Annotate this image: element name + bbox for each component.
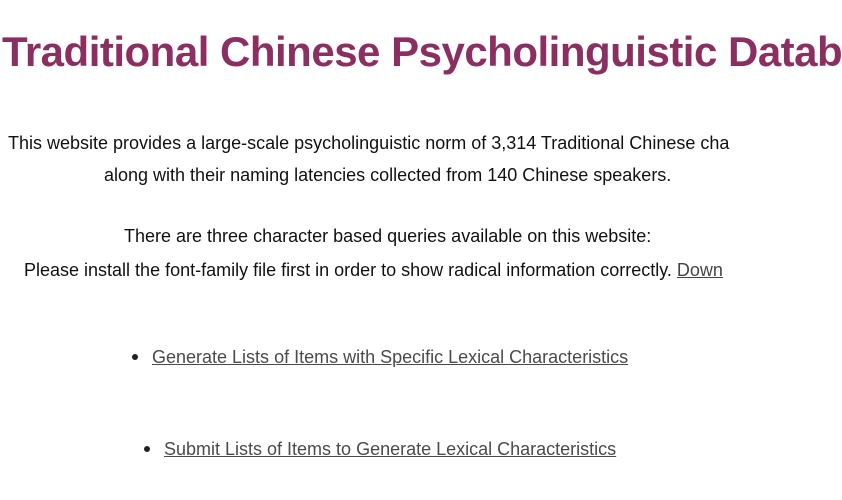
list-item	[144, 438, 616, 460]
submit-lists-link[interactable]: Submit Lists of Items to Generate Lexical Characteristics	[164, 439, 617, 459]
download-link[interactable]: Down	[676, 260, 723, 280]
intro-line-2: along with their naming latencies collected from 140 Chinese speakers.	[104, 165, 672, 185]
bullet-icon	[144, 446, 150, 452]
bullet-icon	[132, 354, 138, 360]
intro-line-1: This website provides a large-scale psycholinguistic norm of 3,314 Traditional Chinese cha	[8, 133, 730, 153]
font-install-text: Please install the font-family file first in order to show radical information correctly.	[24, 260, 677, 280]
generate-lists-link[interactable]: Generate Lists of Items with Specific Lexical Characteristics	[152, 347, 629, 367]
queries-info-line-1: There are three character based queries available on this website:	[124, 226, 652, 246]
page-title: Traditional Chinese Psycholinguistic Datab	[2, 28, 842, 75]
queries-info-line-2	[24, 259, 723, 281]
list-item	[132, 346, 628, 368]
